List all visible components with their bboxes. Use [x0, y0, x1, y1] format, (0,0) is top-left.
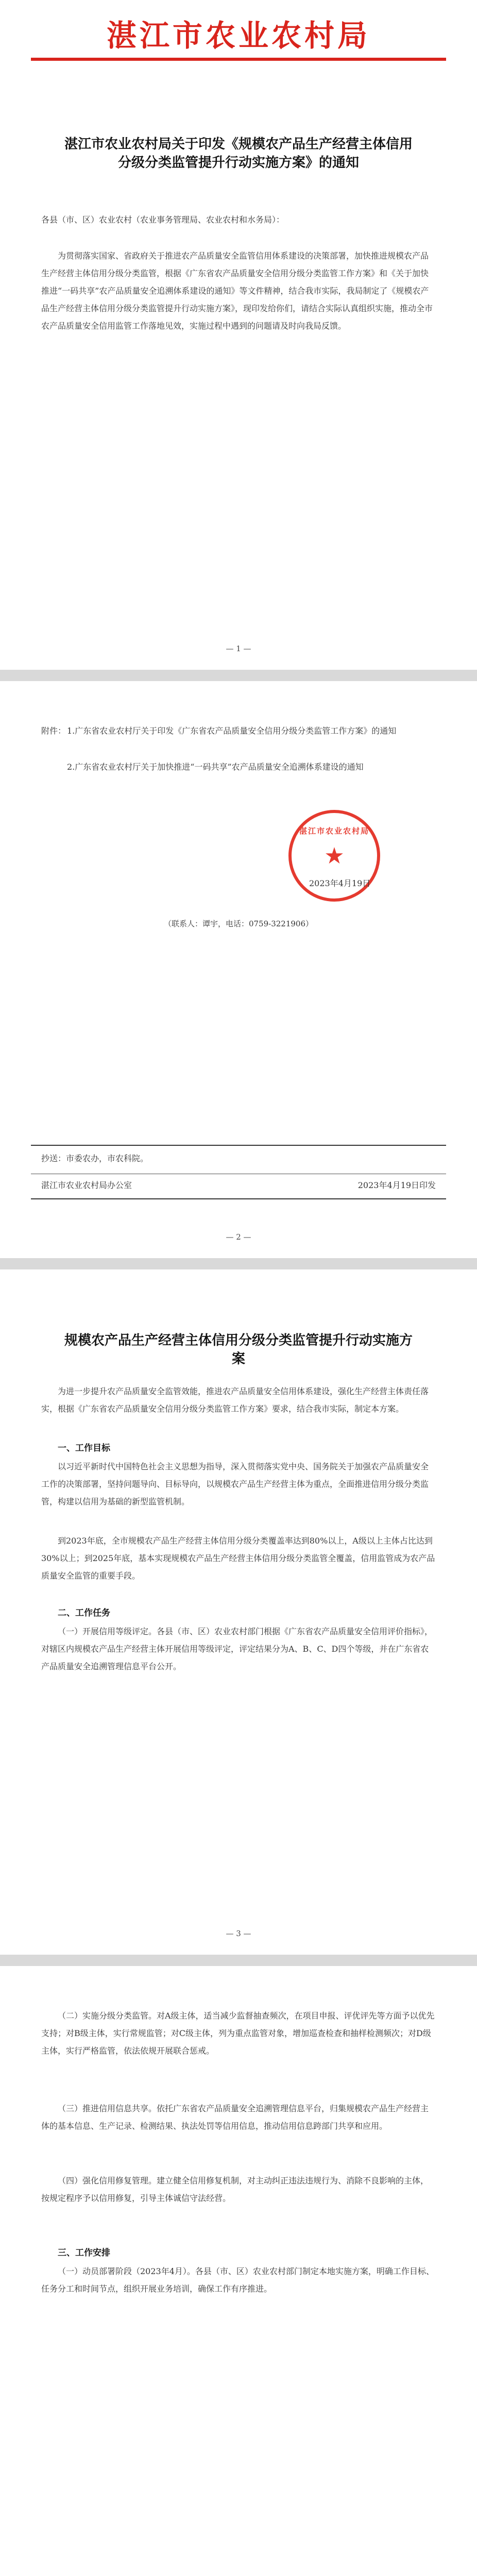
section-heading: 二、工作任务 — [58, 1608, 110, 1618]
section-paragraph: （四）强化信用修复管理。建立健全信用修复机制，对主动纠正违法违规行为、消除不良影响的主体，按规定程序予以信用修复，引导主体诚信守法经营。 — [41, 2176, 429, 2203]
notice-title: 湛江市农业农村局关于印发《规模农产品生产经营主体信用分级分类监管提升行动实施方案》的通知 — [64, 137, 413, 171]
page-1 — [0, 0, 477, 670]
page-4 — [0, 1966, 477, 2576]
notice-recipients: 各县（市、区）农业农村（农业事务管理局、农业农村和水务局）： — [41, 215, 285, 225]
notice-body: 为贯彻落实国家、省政府关于推进农产品质量安全监管信用体系建设的决策部署，加快推进规模农产品生产经营主体信用分级分类监管，根据《广东省农产品质量安全信用分级分类监管工作方案》和《关于加快推进“一码共享”农产品质量安全追溯体系建设的通知》等文件精神，结合我市实际，我局制定了《规模农产品生产经营主体信用分级分类监管提升行动实施方案》，现印发给你们，请结合实际认真组织实施，推动全市农产品质量安全信用监管工作落地见效，实施过程中遇到的问题请及时向我局反馈。 — [41, 251, 433, 331]
cc-text: 抄送：市委农办，市农科院。 — [41, 1154, 149, 1163]
seal-text: 湛江市农业农村局 — [299, 826, 369, 836]
signature-date: 2023年4月19日 — [309, 878, 371, 888]
plan-title: 规模农产品生产经营主体信用分级分类监管提升行动实施方案 — [64, 1333, 413, 1367]
section-paragraph: （一）动员部署阶段（2023年4月）。各县（市、区）农业农村部门制定本地实施方案，明确工作目标、任务分工和时间节点，组织开展业务培训，确保工作有序推进。 — [41, 2266, 434, 2294]
section-paragraph: （三）推进信用信息共享。依托广东省农产品质量安全追溯管理信息平台，归集规模农产品生产经营主体的基本信息、生产记录、检测结果、执法处罚等信用信息，推动信用信息跨部门共享和应用。 — [41, 2104, 429, 2131]
page-number: — 1 — — [226, 644, 251, 653]
page-2 — [0, 681, 477, 1258]
section-heading: 三、工作安排 — [58, 2248, 110, 2258]
org-header-title: 湛江市农业农村局 — [106, 18, 370, 53]
attachment-item: 1.广东省农业农村厅关于印发《广东省农产品质量安全信用分级分类监管工作方案》的通知 — [67, 726, 397, 736]
attachments-label: 附件： — [41, 726, 66, 736]
plan-intro: 为进一步提升农产品质量安全监管效能，推进农产品质量安全信用体系建设，强化生产经营主体责任落实，根据《广东省农产品质量安全信用分级分类监管工作方案》要求，结合我市实际，制定本方案。 — [41, 1386, 429, 1414]
page-gap — [0, 670, 477, 681]
section-paragraph: （一）开展信用等级评定。各县（市、区）农业农村部门根据《广东省农产品质量安全信用评价指标》，对辖区内规模农产品生产经营主体开展信用等级评定，评定结果分为A、B、C、D四个等级，并在广东省农产品质量安全追溯管理信息平台公开。 — [41, 1626, 433, 1671]
section-paragraph: （二）实施分级分类监管。对A级主体，适当减少监督抽查频次，在项目申报、评优评先等方面予以优先支持；对B级主体，实行常规监管；对C级主体，列为重点监管对象，增加巡查检查和抽样检测频次；对D级主体，实行严格监管，依法依规开展联合惩戒。 — [41, 2011, 435, 2056]
red-divider — [31, 58, 446, 61]
seal-star-icon: ★ — [324, 843, 345, 869]
contact-info: （联系人：谭宇，电话：0759-3221906） — [163, 919, 314, 928]
section-paragraph: 到2023年底，全市规模农产品生产经营主体信用分级分类覆盖率达到80%以上，A级以上主体占比达到30%以上；到2025年底，基本实现规模农产品生产经营主体信用分级分类监管全覆盖，信用监管成为农产品质量安全监管的重要手段。 — [41, 1536, 435, 1581]
page-number: — 3 — — [226, 1929, 251, 1938]
page-3 — [0, 1269, 477, 1955]
page-number: — 2 — — [226, 1232, 251, 1242]
page-gap — [0, 1955, 477, 1966]
attachment-item: 2.广东省农业农村厅关于加快推进“一码共享”农产品质量安全追溯体系建设的通知 — [67, 762, 364, 772]
section-heading: 一、工作目标 — [58, 1443, 110, 1453]
section-paragraph: 以习近平新时代中国特色社会主义思想为指导，深入贯彻落实党中央、国务院关于加强农产品质量安全工作的决策部署，坚持问题导向、目标导向，以规模农产品生产经营主体为重点，全面推进信用分级分类监管，构建以信用为基础的新型监管机制。 — [41, 1462, 429, 1506]
cc-bottom-rule — [31, 1198, 446, 1199]
page-gap — [0, 1258, 477, 1269]
issuer: 湛江市农业农村局办公室 — [41, 1180, 132, 1190]
issue-date: 2023年4月19日印发 — [357, 1180, 436, 1190]
cc-top-rule — [31, 1145, 446, 1146]
